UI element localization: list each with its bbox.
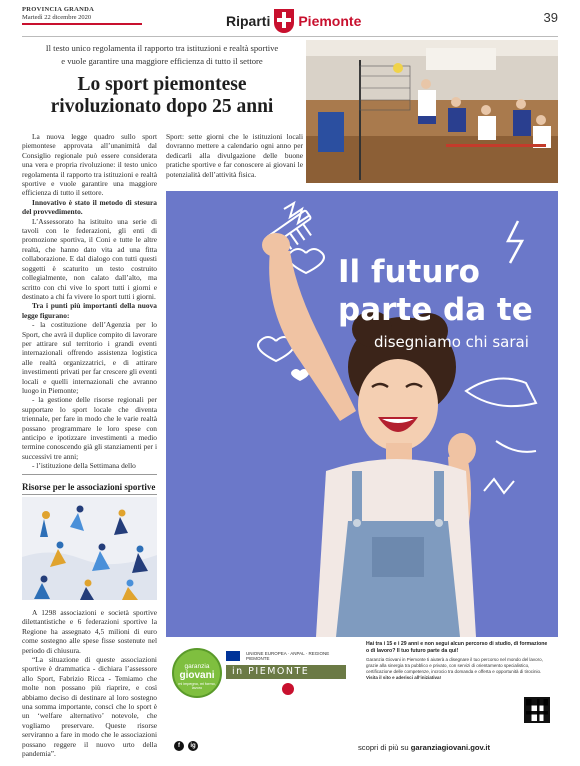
regione-emblem-icon <box>282 683 294 695</box>
sidebar-top-rule <box>22 474 157 475</box>
page-number: 39 <box>543 10 558 25</box>
subtitle-line-2: e vuole garantire una maggiore efficienza di tutto il settore <box>61 56 263 66</box>
page-header-left <box>22 6 94 22</box>
headline-line-2: rivoluzionato dopo 25 anni <box>50 96 274 117</box>
paragraph-point-resources: - la gestione delle risorse regionali per supportare lo sport locale che diventa triennale, per fare in modo che le varie realtà possano programmare le loro spese con anticipo e ipotizzare investimenti a medio termine conoscendo già gli stanziamenti per i successivi tre anni; <box>22 395 157 461</box>
paragraph-method: L’Assessorato ha istituito una serie di tavoli con le federazioni, gli enti di promozione sportiva, il Coni e tutte le altre realtà, che hanno dato vita ad una fitta collaborazione. E dal dialogo con tutti questi soggetti è scaturito un testo costruito collegialmente, non calato dall’alto, ma scritto con chi vive lo sport tutti i giorni e destinato a chi fa vivere lo sport tutti i giorni. <box>22 216 157 301</box>
article-subtitle <box>22 42 302 68</box>
ad-headline <box>338 253 533 329</box>
article-column-2 <box>166 132 303 179</box>
garanzia-giovani-badge <box>172 648 222 698</box>
sponsor-logos <box>226 649 346 663</box>
ad-tagline: disegniamo chi sarai <box>374 333 529 351</box>
instagram-icon[interactable]: ig <box>188 741 198 751</box>
publication-date: Martedì 22 dicembre 2020 <box>22 14 92 21</box>
sidebar-title-rule <box>22 494 157 495</box>
ad-url-prefix: scopri di più su <box>358 743 409 752</box>
sponsor-logos-text: UNIONE EUROPEA · ANPAL · REGIONE PIEMONTE <box>246 651 330 661</box>
badge-line-2: giovani <box>179 670 215 681</box>
paragraph-point-agency: - la costituzione dell’Agenzia per lo Sport, che avrà il duplice compito di lavorare per attirare sul territorio i grandi eventi internazionali offrendo assistenza logistica alle realtà organizzatrici, e di attirare investimenti privati per far crescere gli eventi locali e quelli internazionali che avranno luogo in Piemonte; <box>22 320 157 395</box>
ad-cta: Visita il sito e aderisci all’iniziativa! <box>366 675 441 680</box>
article-column-1 <box>22 132 157 471</box>
header-accent-rule <box>22 23 142 25</box>
volleyball-scene-image <box>306 40 558 183</box>
paragraph-points-lead: Tra i punti più importanti della nuova legge figurano: <box>22 301 157 320</box>
badge-line-3: mi impegno, mi formo, lavoro <box>178 682 216 690</box>
sidebar-text <box>22 608 157 759</box>
ad-headline-line-2: parte da te <box>338 292 533 328</box>
publication-name: PROVINCIA GRANDA <box>22 6 95 13</box>
badge-line-1: garanzia <box>184 663 210 670</box>
sports-illustration-image <box>22 497 157 600</box>
header-divider <box>22 36 558 37</box>
headline-line-1: Lo sport piemontese <box>77 74 247 95</box>
ad-body: Garanzia Giovani in Piemonte ti aiuterà a disegnare il tuo percorso nel mondo del lavoro, grazie alla sinergia tra pubblico e privato, con servizi di orientamento specialistico, certificazione delle competenze, incrocio tra domanda e offerta e opportunità di tirocinio. <box>366 657 543 674</box>
facebook-icon[interactable]: f <box>174 741 184 751</box>
paragraph-point-week: - l’istituzione della Settimana dello <box>32 461 136 471</box>
paragraph-sport-week: Sport: sette giorni che le istituzioni locali dovranno mettere a calendario ogni anno per dedicarli alla divulgazione delle buone pratiche sportive e far conoscere ai giovani le potenzialità dell’attività fisica. <box>166 132 303 179</box>
ad-headline-line-1: Il futuro <box>338 254 480 290</box>
sports-illustration <box>22 497 157 600</box>
region-banner: in PIEMONTE <box>226 665 346 679</box>
social-icons <box>174 741 198 751</box>
paragraph-intro: La nuova legge quadro sullo sport piemontese approvata all’unanimità dal Consiglio regionale può essere considerata una vera e propria rivoluzione: il testo unico regolamenta il rapporto tra istituzioni e realtà sportive e vuole garantire una maggiore efficienza di tutto il settore. <box>22 132 157 198</box>
paragraph-method-lead: Innovativo è stato il metodo di stesura del provvedimento. <box>22 197 157 217</box>
subtitle-line-1: Il testo unico regolamenta il rapporto tra istituzioni e realtà sportive <box>45 43 279 53</box>
sidebar-title: Risorse per le associazioni sportive <box>22 482 156 492</box>
eu-flag-icon <box>226 651 240 661</box>
piemonte-crest-icon <box>274 9 294 33</box>
section-word-2: Piemonte <box>298 13 362 29</box>
qr-code-icon[interactable] <box>524 697 550 723</box>
ad-footer <box>166 637 558 757</box>
article-headline <box>22 74 302 118</box>
ad-url-link[interactable]: garanziagiovani.gov.it <box>410 743 490 752</box>
sidebar-paragraph-1: A 1298 associazioni e società sportive dilettantistiche e 6 federazioni sportive la Regione ha assegnato 4,5 milioni di euro come sostegno alle spese fisse sostenute nel periodo di chiusura. <box>22 608 157 655</box>
ad-hero <box>166 191 558 637</box>
ad-question: Hai tra i 15 e i 29 anni e non segui alcun percorso di studio, di formazione o di lavoro? Il tuo futuro parte da qui! <box>366 641 548 654</box>
sidebar-paragraph-2: “La situazione di queste associazioni sportive è drammatica - dichiara l’assessore allo Sport, Fabrizio Ricca - Temiamo che molte non possano più riaprire, e così abbiamo deciso di destinare al loro sostegno una somma importante, conscì che lo sport è un ‘welfare alternativo’ notevole, che vogliamo preservare. Queste risorse serviranno a fare in modo che le associazioni possano reggere il nuovo urto della pandemia”. <box>22 655 157 759</box>
section-header <box>226 8 361 34</box>
volleyball-photo <box>306 40 558 183</box>
ad-url-line <box>358 743 490 752</box>
section-word-1: Riparti <box>226 13 271 29</box>
ad-body-text <box>366 657 549 681</box>
garanzia-giovani-ad <box>166 191 558 757</box>
